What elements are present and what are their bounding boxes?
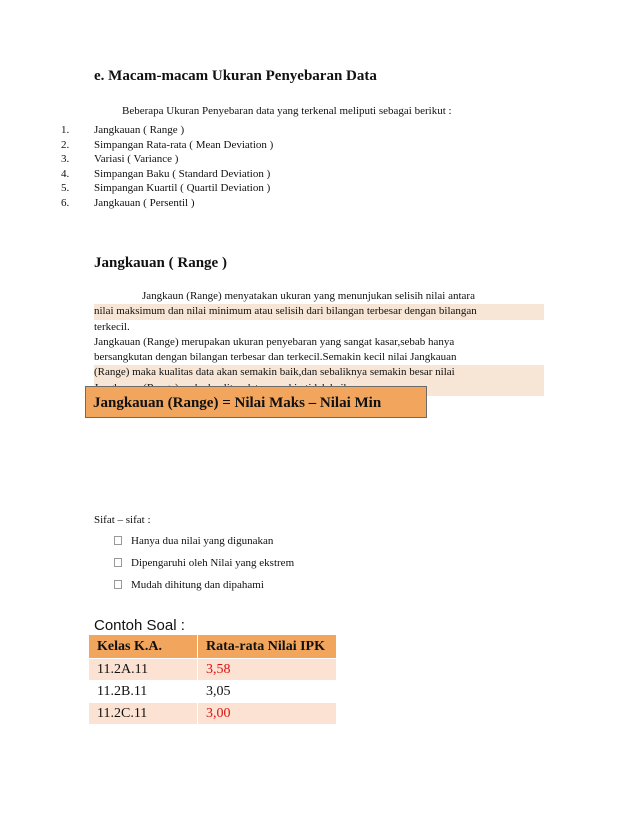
- trait-label: Hanya dua nilai yang digunakan: [131, 535, 274, 547]
- list-label: Jangkauan ( Persentil ): [94, 196, 195, 209]
- paragraph-line: Jangkauan (Range) merupakan ukuran penyebaran yang sangat kasar,sebab hanya: [94, 335, 455, 348]
- bullet-box-icon: [114, 536, 122, 545]
- range-paragraph: [94, 289, 544, 396]
- table-cell: 11.2B.11: [89, 681, 198, 703]
- table-row: [89, 659, 337, 681]
- table-cell: 11.2C.11: [89, 703, 198, 725]
- table-cell: 11.2A.11: [89, 659, 198, 681]
- list-item: [94, 552, 295, 574]
- range-heading: Jangkauan ( Range ): [94, 255, 227, 271]
- list-number: 5.: [61, 182, 70, 195]
- traits-section: [94, 510, 295, 596]
- list-number: 4.: [61, 167, 70, 180]
- paragraph-line: nilai maksimum dan nilai minimum atau selisih dari bilangan terbesar dengan bilangan: [94, 304, 544, 319]
- paragraph-line: bersangkutan dengan bilangan terbesar dan terkecil.Semakin kecil nilai Jangkauan: [94, 351, 457, 364]
- list-label: Simpangan Baku ( Standard Deviation ): [94, 167, 271, 180]
- trait-label: Dipengaruhi oleh Nilai yang ekstrem: [131, 557, 295, 569]
- traits-title: Sifat – sifat :: [94, 514, 151, 526]
- list-item: [94, 574, 264, 596]
- example-table: [88, 634, 337, 725]
- paragraph-line: Jangkaun (Range) menyatakan ukuran yang menunjukan selisih nilai antara: [142, 290, 475, 302]
- list-number: 2.: [61, 138, 70, 151]
- example-title: Contoh Soal :: [94, 617, 185, 634]
- table-header-cell: Kelas K.A.: [89, 635, 198, 659]
- table-row: [89, 681, 337, 703]
- intro-text: Beberapa Ukuran Penyebaran data yang terkenal meliputi sebagai berikut :: [122, 105, 452, 117]
- section-title: e. Macam-macam Ukuran Penyebaran Data: [94, 68, 377, 84]
- table-cell: 3,58: [198, 659, 337, 681]
- range-formula: Jangkauan (Range) = Nilai Maks – Nilai Min: [85, 386, 427, 418]
- table-header-cell: Rata-rata Nilai IPK: [198, 635, 337, 659]
- table-header-row: [89, 635, 337, 659]
- bullet-box-icon: [114, 558, 122, 567]
- list-number: 3.: [61, 153, 70, 166]
- bullet-box-icon: [114, 580, 122, 589]
- table-cell: 3,00: [198, 703, 337, 725]
- list-number: 6.: [61, 196, 70, 209]
- trait-label: Mudah dihitung dan dipahami: [131, 579, 264, 591]
- paragraph-line: terkecil.: [94, 320, 130, 333]
- table-cell: 3,05: [198, 681, 337, 703]
- list-item: [94, 530, 274, 552]
- list-label: Variasi ( Variance ): [94, 153, 179, 166]
- table-row: [89, 703, 337, 725]
- list-label: Simpangan Kuartil ( Quartil Deviation ): [94, 182, 271, 195]
- list-number: 1.: [61, 124, 70, 136]
- list-label: Simpangan Rata-rata ( Mean Deviation ): [94, 138, 274, 151]
- list-label: Jangkauan ( Range ): [94, 124, 185, 136]
- paragraph-line: (Range) maka kualitas data akan semakin baik,dan sebaliknya semakin besar nilai: [94, 365, 544, 380]
